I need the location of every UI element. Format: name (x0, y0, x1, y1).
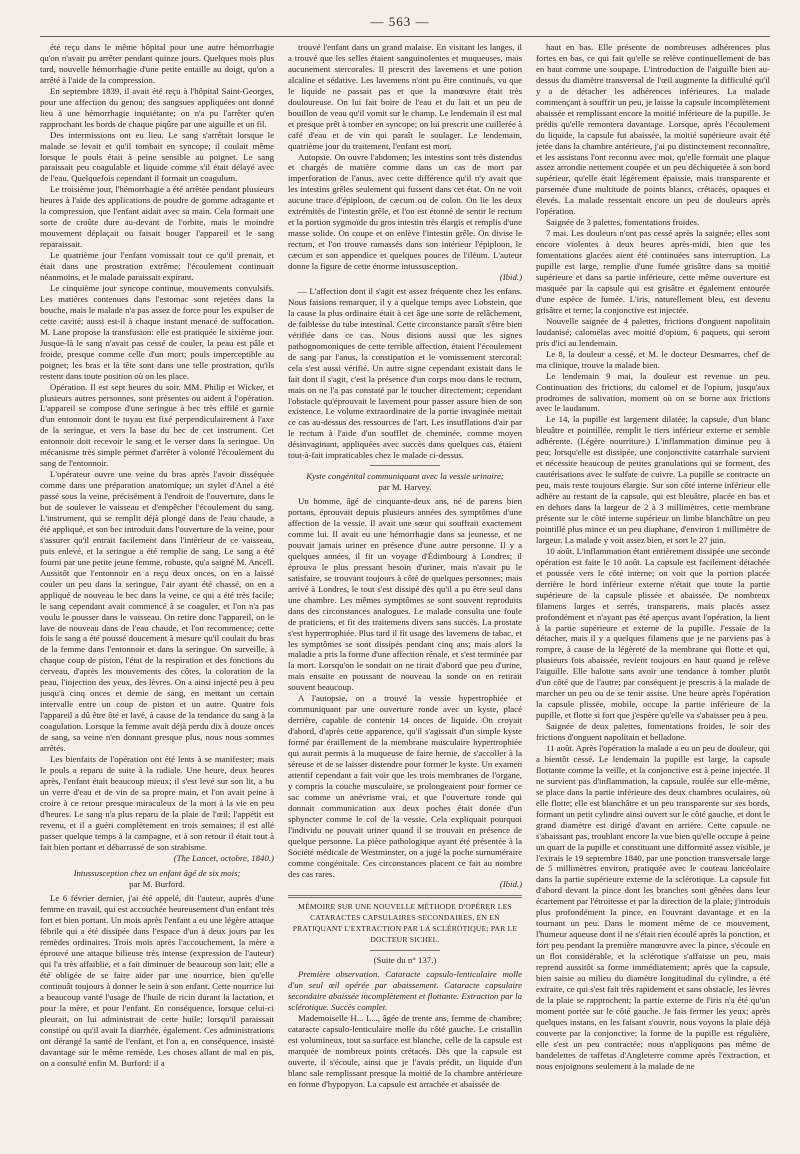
paragraph: — L'affection dont il s'agit est assez fréquente chez les enfans. Nous faisions remarquer, il y a quelque temps avec Lobstein, que la cause la plus ordinaire était à cet âge une sorte de relâchement, de faiblesse du tube intestinal. Cette circonstance paraît s'être bien vérifiée dans ce cas. Nous disions aussi que les signes pathognomoniques de cette terrible affection, étaient l'écoulement de sang par l'anus, la constipation et le vomissement stercoral: cela s'est aussi vérifié. Un autre signe cependant existait dans le fait dont il s'agit, c'est la présence d'un corps mou dans le rectum, mais on ne l'a pas constaté par le toucher directement; cependant l'obstacle qu'éprouvait le lavement pour passer assure bien de son existence. Le volume extraordinaire de la partie invaginée mettait ce cas au-dessus des ressources de l'art. Les insufflations d'air par le rectum à l'aide d'un soufflet de cheminée, comme moyen désinvaginant, appliquées avec succès dans quelques cas, étaient tout-à-fait impraticables chez le malade ci-dessus. (288, 285, 522, 461)
paragraph: Opération. Il est sept heures du soir. MM. Philip et Wicker, et plusieurs autres personnes, sont présentes ou aident à l'opération. L'appareil se compose d'une seringue à bec très effilé et garnie d'un entonnoir dont le tuyau est fixé perpendiculairement à l'axe de la seringue, et vers la base du bec de cet instrument. Cet entonnoir doit recevoir le sang et le verser dans la seringue. Un mécanisme très simple permet d'arrêter à volonté l'écoulement du sang de l'entonnoir. (40, 381, 274, 469)
paragraph: Le lendemain 9 mai, la douleur est revenue un peu. Continuation des frictions, du calomel et de l'opium, jusqu'aux prodromes de salivation, moment où on se borne aux frictions avec le laudanum. (536, 370, 770, 414)
paragraph: Première observation. Cataracte capsulo-lenticulaire molle d'un seul œil opérée par abaissement. Cataracte capsulaire secondaire abaissée incomplètement et flottante. Extraction par la sclérotique. Succès complet. (288, 969, 522, 1013)
paragraph: Le cinquième jour syncope continue, mouvements convulsifs. Les matières contenues dans l'estomac sont rejetées dans la bouche, mais le malade n'a pas assez de force pour les expulser de cette cavité; aussi est-il à chaque instant menacé de suffocation. M. Lane propose la transfusion: elle est pratiquée le sixième jour. Jusque-là le sang n'avait pas cessé de couler, la peau est pâle et froide, presque comme celle d'un mort; pouls imperceptible au poignet; les bras et la tête sont dans une telle prostration, qu'ils restent dans toute position où on les place. (40, 282, 274, 381)
paragraph: haut en bas. Elle présente de nombreuses adhérences plus fortes en bas, ce qui fait qu'elle se relève continuellement de bas en haut comme une soupape. L'introduction de l'aiguille bien au-dessus du diamètre transversal de l'œil augmente la difficulté qu'il y a de détacher les adhérences inférieures. La malade commençant à souffrir un peu, je laisse la capsule incomplètement abaissée et remplissant encore la moitié inférieure de la pupille. Je prédis qu'elle remontera davantage. Lorsque, après l'écoulement du liquide, la capsule fut abaissée, la moitié supérieure avait été jetée dans la chambre antérieure, j'ai pu distinctement reconnaître, et les assistans l'ont reconnu avec moi, qu'elle formait une plaque assez arrondie nettement coupée et un peu déchiquetée à son bord supérieur, qu'elle était légèrement épaissie, mais transparente et parsemée d'une multitude de points blancs, crétacés, opaques et élevés. La malade ressentait encore un peu de douleurs après l'opération. (536, 42, 770, 217)
paragraph: Autopsie. On ouvre l'abdomen; les intestins sont très distendus et chargés de matière comme dans un cas de mort par imperforation de l'anus, avec cette différence qu'il n'y avait que les intestins grêles seulement qui fussent dans cet état. On ne voit aucune trace d'épiploon, de cæcum ou de colon. On lie les deux extrémités de l'intestin grêle, et l'on est étonné de sentir le rectum et la portion sygmoïde du gros intestin très élargis et remplis d'une masse solide. On coupe et on enlève l'intestin grêle. On divise le rectum, et l'on trouve ramassés dans son intérieur l'épiploon, le cæcum et son appendice et quelques pouces de l'iléum. L'auteur donne la figure de cette énorme intussusception. (288, 151, 522, 272)
source-citation: (Ibid.) (499, 879, 522, 890)
paragraph: Saignée de 3 palettes, fomentations froides. (546, 217, 700, 228)
paragraph: En septembre 1839, il avait été reçu à l'hôpital Saint-Georges, pour une affection du genou; des sangsues appliquées ont donné lieu à une hémorrhagie inquiétante; on n'a pu l'arrêter qu'en rapprochant les bords de chaque piqûre par une aiguille et un fil. (40, 85, 274, 129)
paragraph: Le 6 février dernier, j'ai été appelé, dit l'auteur, auprès d'une femme en travail, qui est accouchée heureusement d'un enfant très fort et bien portant. Un mois après l'enfant a eu une légère attaque fébrile qui a été dissipée dans l'espace d'un à deux jours par les remèdes ordinaires. Trois mois après l'accouchement, la mère a éprouvé une attaque bilieuse très intense (expression de l'auteur) qui l'a très affaiblie, et a fait diminuer de beaucoup son lait; elle a été obligée de se faire aider par une nourrice, bien qu'elle continuât toujours à donner le sein à son enfant. Cette nourrice lui a beaucoup vanté l'usage de l'huile de ricin durant la lactation, et pour la mère, et pour l'enfant. En conséquence, lorsque celui-ci pleurait, on lui administrait de cette huile; lorsqu'il paraissait constipé ou qu'il avait la diarrhée, également. Ces administrations ont dérangé la santé de l'enfant, et l'on a, en conséquence, insisté davantage sur le même remède. Les choses allant de mal en pis, on a consulté enfin M. Burford: il a (40, 893, 274, 1068)
paragraph: Des intermissions ont eu lieu. Le sang s'arrêtait lorsque le malade se levait et qu'il tombait en syncope; il coulait même lorsque le pouls était à peine sensible au poignet. Le sang paraissait peu coagulable et liquide comme s'il était délayé avec de l'eau. Quelquefois cependant il formait un coagulum. (40, 129, 274, 184)
paragraph: 7 mai. Les douleurs n'ont pas cessé après la saignée; elles sont encore violentes à deux heures après-midi, bien que les fomentations glacées aient été continuées sans interruption. La pupille est large, remplie d'une fumée grisâtre dans sa moitié supérieure et dans sa partie inférieure, cette même ouverture est masquée par la capsule qui est grisâtre et également entourée d'une espèce de fumée. L'iris, naturellement bleu, est devenu grisâtre et terne; la conjonctive est injectée. (536, 228, 770, 315)
text-columns (40, 42, 770, 1146)
paragraph: 11 août. Après l'opération la malade a eu un peu de douleur, qui a bientôt cessé. Le lendemain la pupille est large, la capsule flottante comme la veille, et la conjonctive est à peine injectée. Il ne survient pas d'inflammation, la capsule, roulée sur elle-même, se place dans la partie inférieure des deux chambres oculaires, où elle flotte; elle est blanchâtre et un peu transparente sur ses bords, formant un petit cylindre ainsi ouvert sur le côté gauche, et dont le grand diamètre est dirigé d'avant en arrière. Cette capsule ne s'abaissant pas, troublant encore la vue bien qu'elle occupe à peine un quart de la pupille et constituant une difformité assez visible, je l'extrais le 19 septembre 1840, par une ponction transversale large de 5 millimètres environ, pratiquée avec le couteau lancéolaire dans la partie supérieure externe de la sclérotique. La capsule fut d'abord devant la pince dont les branches sont gênées dans leur écartement par l'étroitesse et par la direction de la plaie; j'introduis plus profondément la pince, en l'ouvrant davantage et en la tournant un peu. Dans le moment même de ce mouvement, l'humeur aqueuse dont il ne s'était rien écoulé après la ponction, et fort peu pendant la première manœuvre avec la pince, s'écoule en un flot considérable, et la sclérotique s'affaisse un peu, mais reprend aussitôt sa forme immédiatement; après que la capsule, bien saisie au milieu du diamètre longitudinal du cylindre, a été extraite, ce qui s'est fait très rapidement et sans obstacle, les lèvres de la plaie se rapprochent; la partie externe de l'iris n'a été qu'un moment portée sur le côté gauche. Je fais fermer les yeux; après quelques instans, en les faisant s'ouvrir, nous voyons la plaie déjà couverte par la conjonctive; la forme de la pupille est régulière, elle s'est un peu contractée; nous n'appliquons pas même de bandelettes de taffetas d'Angleterre comme après l'extraction, et nous enjoignons seulement à la malade de ne (536, 743, 770, 1071)
paragraph: Le quatrième jour l'enfant vomissait tout ce qu'il prenait, et était dans une prostration extrême; l'écoulement continuait néanmoins, et le malade paraissait expirant. (40, 250, 274, 283)
section-divider (288, 897, 522, 898)
article-author: par M. Burford. (129, 879, 185, 890)
paragraph: Un homme, âgé de cinquante-deux ans, né de parens bien portans, éprouvait depuis plusieurs années des symptômes d'une affection de la vessie. Il avait une sœur qui souffrait exactement comme lui. Il avait eu une hémorrhagie dans sa jeunesse, et ne pouvait jamais uriner en présence d'une autre personne. Il y a quelques années, il fit un voyage d'Édimbourg à Londres; il éprouva le plus pressant besoin d'uriner, mais n'avait pu le satisfaire, se trouvant toujours à côté de quelques personnes; mais arrivé à Londres, le tout s'est dissipé dès qu'il a pu être seul dans une chambre. Les mêmes symptômes se sont souvent reproduits dans des circonstances analogues. Le malade consulta une foule de praticiens, et fit des traitemens divers sans succès. La prostate s'est hypertrophiée. Plus tard il fit usage des lavemens de tabac, et les symptômes se sont dissipés pendant cinq ans; mais alors la maladie a pris la forme d'une affection rénale, et s'est terminée par la mort. Lorsqu'on le sondait on ne tirait d'abord que peu d'urine, mais ensuite en poussant de nouveau la sonde on en retirait souvent beaucoup. (288, 496, 522, 693)
paragraph: Saignée de deux palettes, fomentations froides, le soir des frictions d'onguent napolitain et belladone. (536, 721, 770, 743)
paragraph: Nouvelle saignée de 4 palettes, frictions d'onguent napolitain laudanisé; calomélas avec moitié d'opium, 6 paquets, qui seront pris d'ici au lendemain. (536, 315, 770, 348)
section-divider (370, 950, 440, 951)
paragraph: Mademoiselle H... L..., âgée de trente ans, femme de chambre; cataracte capsulo-lenticulaire molle du côté gauche. Le cristallin est volumineux, tout sa surface est blanche, celle de la capsule est marquée de nombreux points crétacés. Dès que la capsule est ouverte, il s'écoule, ainsi que je l'avais prédit, un liquide d'un blanc sale remplissant presque la moitié de la chambre antérieure en forme d'hypopyon. La capsule est arrachée et abaissée de (288, 1013, 522, 1089)
paragraph: été reçu dans le même hôpital pour une autre hémorrhagie qu'on n'avait pu arrêter pendant quinze jours. Quelques mois plus tard, nouvelle hémorrhagie d'une petite entaille au doigt, qu'on a arrêté à l'aide de la compression. (40, 42, 274, 85)
article-heading: Intussusception chez un enfant âgé de six mois; (73, 868, 241, 879)
paragraph: Le troisième jour, l'hémorrhagie a été arrêtée pendant plusieurs heures à l'aide des applications de poudre de gomme adragante et la compression, que l'enfant aidait avec sa main. Cela formait une sorte de croûte dure au-devant de l'orbite, mais le moindre mouvement déplaçait ou faisait bouger l'appareil et le sang reparaissait. (40, 184, 274, 250)
memoir-title: MÉMOIRE SUR UNE NOUVELLE MÉTHODE D'OPÉRER LES CATARACTES CAPSULAIRES SECONDAIRES, EN EN PRATIQUANT L'EXTRACTION PAR LA SCLÉROTIQUE; PAR LE DOCTEUR SICHEL. (292, 902, 518, 945)
paragraph: 10 août. L'inflammation étant entièrement dissipée une seconde opération est faite le 10 août. La capsule est facilement détachée et poussée vers le côté interne; on voit que la portion placée derrière le bord inférieur externe n'était que toute la partie supérieure de la capsule plissée et abaissée. De nombreux filamens larges et serrés, transparens, mais placés assez profondément et n'ayant pas été aperçus avant l'opération, la lient à la partie supérieure et externe de la pupille. J'essaie de la détacher, mais il y a quelques filamens que je ne parviens pas à rompre, à cause de la légèreté de la membrane qui flotte et qui, plusieurs fois abaissée, revient toujours en haut quand je relève l'aiguille. Elle balotte sans avoir une tendance à tomber plutôt d'un côté que de l'autre; par conséquent je prescris à la malade de marcher un peu ou de se tenir assise. Une heure après l'opération la capsule plissée, mobile, occupe la partie inférieure de la pupille, et flotte si fort que j'espère qu'elle va s'abaisser peu à peu. (536, 545, 770, 721)
section-divider (288, 895, 522, 896)
column-3 (536, 42, 770, 1146)
paragraph: trouvé l'enfant dans un grand malaise. En visitant les langes, il a trouvé que les selles étaient sanguinolentes et muqueuses, mais aucunement stercorales. Il prescrit des lavemens et une potion alcaline et sédative. Les lavemens n'ont pu être continués, vu que le liquide ne passait pas et que la manœuvre était très douloureuse. On lui fait boire de l'eau et du lait et un peu de bouillon de veau qu'il vomit sur le champ. Le lendemain il est mal et presque prêt à tomber en syncope; on lui prescrit une cuillerée à café d'eau et de vin qui paraît le soulager. Le lendemain, quatrième jour du traitement, l'enfant est mort. (288, 42, 522, 151)
header-rule (40, 36, 770, 37)
article-heading: Kyste congénital communiquant avec la vessie urinaire; (306, 471, 504, 482)
source-citation: (The Lancet, octobre, 1840.) (173, 852, 274, 863)
section-divider (370, 465, 440, 466)
memoir-subtitle: (Suite du n° 137.) (373, 955, 437, 966)
column-1 (40, 42, 274, 1146)
page-number: — 563 — (370, 14, 430, 29)
paragraph: A l'autopsie, on a trouvé la vessie hypertrophiée et communiquant par une ouverture ronde avec un kyste, placé derrière, capable de contenir 14 onces de liquide. On croyait d'abord, d'après cette apparence, qu'il s'agissait d'un simple kyste formé par éraillement de la membrane musculaire hypertrophiée qui aurait permis à la muqueuse de faire hernie, de s'accoller à la séreuse et de se laisser distendre pour former le kyste. Un examen attentif cependant a fait voir que les trois membranes de l'organe, y compris la couche musculaire, se prolongeaient pour former ce sac comme un anévrisme vrai, et que l'ouverture ronde qui donnait communication aux deux poches était donée d'un sphyncter comme le col de la vessie. Cela expliquait pourquoi l'individu ne pouvait uriner quand il se trouvait en présence de quelque personne. La pièce pathologique ayant été présentée à la Société médicale de Westminster, on a jugé la poche surnuméraire comme congénitale. Ces circonstances placent ce fait au nombre des cas rares. (288, 693, 522, 879)
paragraph: Les bienfaits de l'opération ont été lents à se manifester; mais le pouls a reparu de suite à la radiale. Une heure, deux heures après, l'enfant était beaucoup mieux; il s'est levé sur son lit, a bu un verre d'eau et de vin de sa propre main, et l'on avait peine à croire à ce retour presque miraculeux de la mort à la vie en peu d'heures. Le sang n'a plus reparu de la plaie de l'œil; l'appétit est revenu, et il a guéri complètement en trois semaines; il est allé passer quelque temps à la campagne, et à son retour il était tout à fait bien portant et débarrassé de son strabisme. (40, 753, 274, 852)
article-author: par M. Harvey. (378, 482, 432, 493)
paragraph: L'opérateur ouvre une veine du bras après l'avoir disséquée comme dans une préparation anatomique; un stylet d'Anel a été passé sous la veine, précisément à l'endroit de l'ouverture, dans le but de soulever le vaisseau et d'empêcher l'écoulement du sang. L'instrument, qui se remplit déjà plongé dans de l'eau chaude, a été appliqué, et son bec introduit dans l'ouverture de la veine, pour s'assurer qu'il entrait facilement dans l'intérieur de ce vaisseau, puis enlevé, et la seringue a été remplie de sang. Le sang a été fourni par une petite jeune femme, robuste, qu'a saigné M. Ancell. Aussitôt que l'entonnoir en a reçu deux onces, on en a laissé couler un peu dans la seringue, l'air ayant été chassé, on en a appliqué de nouveau le bec dans la veine, ce qui a été très facile; le sang cependant avait commencé à se coaguler, et l'on n'a pas voulu le pousser dans le vaisseau. On retire donc l'appareil, on le lave de nouveau dans de l'eau chaude, et l'on recommence; cette fois le sang a été poussé doucement à mesure qu'il coulait du bras de la femme dans l'entonnoir et dans la seringue. On surveille, à chaque coup de piston, l'état de la respiration et des fonctions du cerveau, d'après les mouvements des côtes, la coloration de la peau, l'injection des yeux, des lèvres. On a ainsi injecté peu à peu jusqu'à cinq onces et demie de sang, en mettant un certain intervalle entre un coup de piston et un autre. Quatre fois l'appareil a dû être ôté et lavé, à cause de la tendance du sang à la coagulation. Lorsque la femme avait déjà perdu dix à douze onces de sang, sa veine n'en donnant presque plus, nous nous sommes arrêtés. (40, 469, 274, 753)
source-citation: (Ibid.) (499, 272, 522, 283)
column-2 (288, 42, 522, 1146)
paragraph: Le 8, la douleur a cessé, et M. le docteur Desmarres, chef de ma clinique, trouve la malade bien. (536, 348, 770, 370)
paragraph: Le 14, la pupille est largement dilatée; la capsule, d'un blanc bleuâtre et pointillée, remplit le tiers inférieur externe et semble adhérente. (Légère nourriture.) L'inflammation diminue peu à peu; lorsqu'elle est dissipée, une conjonctivite catarrhale survient et nécessite beaucoup de petites granulations qui se forment, des cautérisations avec le sulfate de cuivre. La pupille se contracte un peu, mais reste toujours élargie. Sur son côté interne inférieur elle adhère au restant de la capsule, qui est bleuâtre, placée en bas et en dehors dans la largeur de 2 à 3 millimètres, cette membrane présente sur le côté interne supérieur un limbe blanchâtre un peu pointillé plus mince et un peu diaphane, d'environ 1 millimètre de largeur. La malade y voit assez bien, et sort le 27 juin. (536, 414, 770, 545)
